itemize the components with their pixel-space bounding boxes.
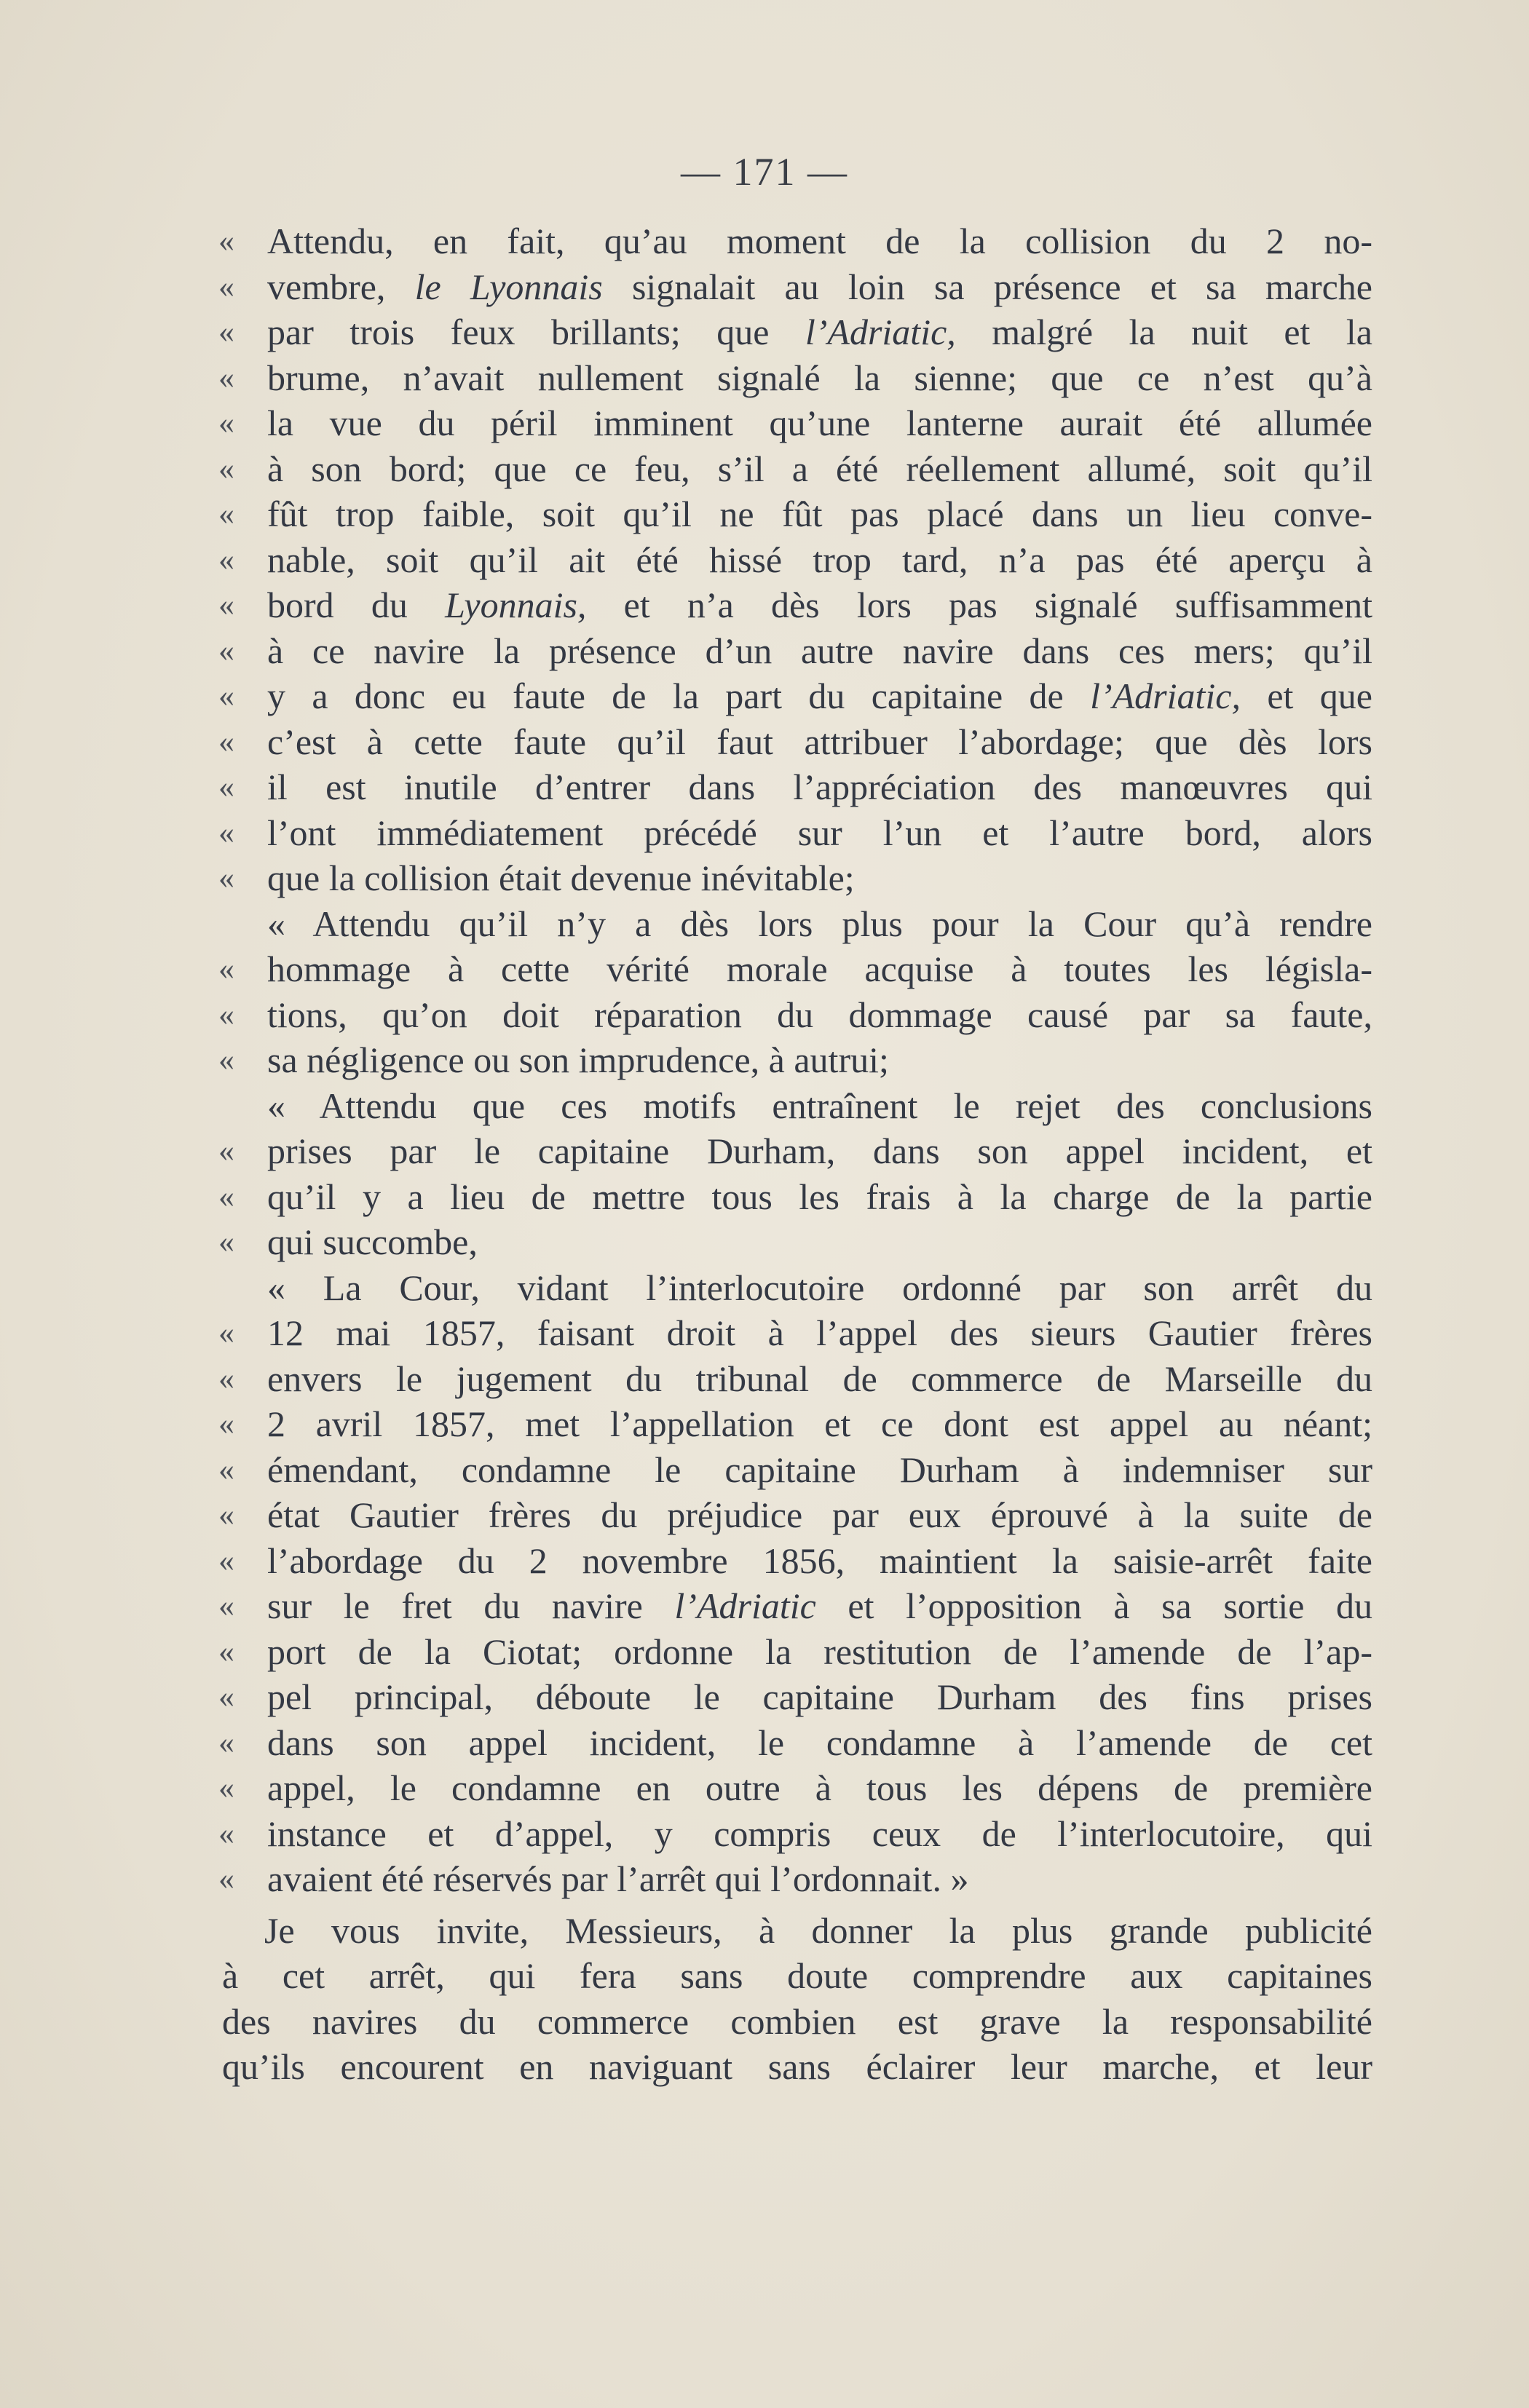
quote-mark: «	[218, 496, 234, 531]
italic-ship-name: l’Adriatic,	[805, 312, 956, 352]
line-text	[222, 1310, 1372, 1356]
line-text	[222, 1856, 1372, 1902]
text-line	[218, 1401, 1372, 1447]
quote-mark: «	[218, 1133, 234, 1168]
line-text	[222, 1492, 1372, 1538]
line-text-segment: fût trop faible, soit qu’il ne fût pas placé dans un lieu conve-	[267, 494, 1372, 534]
text-line	[218, 1310, 1372, 1356]
text-line	[218, 810, 1372, 856]
line-text-segment: que la collision était devenue inévitable;	[267, 858, 855, 898]
line-text-segment: émendant, condamne le capitaine Durham à indemniser sur	[267, 1449, 1372, 1490]
line-text	[222, 1720, 1372, 1766]
quote-mark: «	[218, 1542, 234, 1578]
text-line	[222, 2044, 1372, 2090]
text-line	[218, 491, 1372, 537]
text-line	[218, 628, 1372, 674]
line-text	[222, 1583, 1372, 1629]
text-line	[218, 582, 1372, 628]
line-text-segment: hommage à cette vérité morale acquise à toutes les législa-	[267, 948, 1372, 989]
quote-mark: «	[218, 723, 234, 759]
line-text	[222, 1037, 1372, 1083]
quote-mark: «	[218, 223, 234, 258]
line-text-segment: « La Cour, vidant l’interlocutoire ordonné par son arrêt du	[267, 1267, 1372, 1308]
line-text-segment: état Gautier frères du préjudice par eux éprouvé à la suite de	[267, 1494, 1372, 1535]
quote-mark: «	[218, 1178, 234, 1214]
text-line	[218, 537, 1372, 583]
line-text-segment: envers le jugement du tribunal de commerce de Marseille du	[267, 1358, 1372, 1399]
line-text	[222, 2044, 1372, 2090]
text-line	[218, 855, 1372, 901]
line-text-segment: malgré la nuit et la	[955, 312, 1372, 352]
quote-mark: «	[218, 1679, 234, 1714]
text-line	[218, 355, 1372, 401]
line-text	[222, 355, 1372, 401]
text-line	[222, 1265, 1372, 1311]
line-text-segment: bord du	[267, 585, 446, 625]
quote-mark: «	[218, 632, 234, 668]
text-line	[218, 1583, 1372, 1629]
quote-mark: «	[218, 541, 234, 577]
text-line	[218, 1765, 1372, 1811]
line-text-segment: brume, n’avait nullement signalé la sienne; que ce n’est qu’à	[267, 357, 1372, 398]
text-line	[218, 400, 1372, 446]
line-text-segment: l’abordage du 2 novembre 1856, maintient la saisie-arrêt faite	[267, 1540, 1372, 1581]
italic-ship-name: l’Adriatic,	[1090, 676, 1241, 716]
line-text	[222, 1401, 1372, 1447]
line-text	[222, 1953, 1372, 1999]
quote-mark: «	[218, 951, 234, 986]
line-text-segment: tions, qu’on doit réparation du dommage causé par sa faute,	[267, 994, 1372, 1035]
line-text	[222, 218, 1372, 264]
line-text	[222, 992, 1372, 1038]
text-line	[218, 1447, 1372, 1493]
quote-mark: «	[218, 678, 234, 713]
quote-mark: «	[218, 1042, 234, 1077]
quote-mark: «	[218, 1224, 234, 1259]
quote-mark: «	[218, 1861, 234, 1896]
text-line	[218, 218, 1372, 264]
text-line	[218, 446, 1372, 492]
line-text-segment: instance et d’appel, y compris ceux de l’interlocutoire, qui	[267, 1813, 1372, 1854]
quote-mark: «	[218, 1724, 234, 1760]
line-text	[222, 810, 1372, 856]
text-line	[218, 1811, 1372, 1857]
line-text-segment: par trois feux brillants; que	[267, 312, 805, 352]
line-text	[222, 1629, 1372, 1675]
line-text-segment: « Attendu qu’il n’y a dès lors plus pour la Cour qu’à rendre	[267, 903, 1372, 944]
line-text	[222, 1674, 1372, 1720]
italic-ship-name: l’Adriatic	[674, 1585, 816, 1626]
quote-mark: «	[218, 1633, 234, 1669]
line-text	[222, 1083, 1372, 1129]
text-line	[218, 673, 1372, 719]
line-text	[222, 901, 1372, 947]
line-text	[222, 400, 1372, 446]
quote-mark: «	[218, 1360, 234, 1396]
line-text	[222, 946, 1372, 992]
line-text-segment: à son bord; que ce feu, s’il a été réellement allumé, soit qu’il	[267, 448, 1372, 489]
line-text-segment: à cet arrêt, qui fera sans doute comprendre aux capitaines	[222, 1955, 1372, 1996]
text-line	[218, 719, 1372, 765]
line-text-segment: signalait au loin sa présence et sa marche	[602, 266, 1372, 307]
line-text	[222, 1765, 1372, 1811]
text-line	[218, 946, 1372, 992]
line-text-segment: appel, le condamne en outre à tous les dépens de première	[267, 1767, 1372, 1808]
text-line	[218, 1356, 1372, 1402]
line-text	[222, 1908, 1372, 1954]
line-text-segment: avaient été réservés par l’arrêt qui l’ordonnait. »	[267, 1858, 969, 1899]
text-line	[218, 1720, 1372, 1766]
text-line	[222, 901, 1372, 947]
line-text-segment: sur le fret du navire	[267, 1585, 675, 1626]
line-text-segment: qu’il y a lieu de mettre tous les frais à la charge de la partie	[267, 1176, 1372, 1217]
line-text	[222, 1356, 1372, 1402]
quote-mark: «	[218, 314, 234, 349]
quote-mark: «	[218, 996, 234, 1032]
line-text-segment: Je vous invite, Messieurs, à donner la plus grande publicité	[264, 1909, 1372, 1951]
quote-mark: «	[218, 1770, 234, 1805]
line-text	[222, 1811, 1372, 1857]
line-text-segment: et n’a dès lors pas signalé suffisamment	[586, 585, 1372, 625]
line-text	[222, 1265, 1372, 1311]
line-text	[222, 1538, 1372, 1584]
line-text-segment: 2 avril 1857, met l’appellation et ce dont est appel au néant;	[267, 1403, 1372, 1444]
line-text	[222, 537, 1372, 583]
line-text	[222, 764, 1372, 810]
line-text	[222, 1128, 1372, 1174]
quote-mark: «	[218, 1815, 234, 1851]
line-text	[222, 1999, 1372, 2045]
line-text-segment: et l’opposition à sa sortie du	[815, 1585, 1372, 1626]
text-line	[218, 764, 1372, 810]
text-line	[218, 1856, 1372, 1902]
quote-mark: «	[218, 769, 234, 804]
line-text-segment: 12 mai 1857, faisant droit à l’appel des sieurs Gautier frères	[267, 1312, 1372, 1353]
line-text-segment: qu’ils encourent en naviguant sans éclairer leur marche, et leur	[222, 2046, 1372, 2087]
line-text-segment: nable, soit qu’il ait été hissé trop tard, n’a pas été aperçu à	[267, 539, 1372, 580]
text-line	[222, 1953, 1372, 1999]
quote-mark: «	[218, 1406, 234, 1441]
line-text-segment: prises par le capitaine Durham, dans son appel incident, et	[267, 1130, 1372, 1171]
body-text	[218, 218, 1372, 2090]
line-text	[222, 309, 1372, 355]
line-text-segment: vembre,	[267, 266, 415, 307]
quote-mark: «	[218, 1497, 234, 1532]
line-text-segment: y a donc eu faute de la part du capitaine de	[267, 676, 1091, 716]
text-line	[218, 264, 1372, 310]
line-text-segment: l’ont immédiatement précédé sur l’un et l’autre bord, alors	[267, 812, 1372, 853]
quote-mark: «	[218, 1451, 234, 1487]
line-text	[222, 719, 1372, 765]
text-line	[218, 1674, 1372, 1720]
italic-ship-name: le Lyonnais	[414, 266, 603, 307]
quote-mark: «	[218, 359, 234, 395]
line-text-segment: « Attendu que ces motifs entraînent le rejet des conclusions	[267, 1085, 1372, 1126]
quote-mark: «	[218, 268, 234, 304]
quote-mark: «	[218, 1588, 234, 1623]
line-text-segment: la vue du péril imminent qu’une lanterne aurait été allumée	[267, 403, 1372, 443]
line-text-segment: qui succombe,	[267, 1221, 478, 1262]
text-line	[218, 309, 1372, 355]
line-text-segment: sa négligence ou son imprudence, à autrui;	[267, 1039, 889, 1080]
line-text	[222, 1174, 1372, 1220]
quote-mark: «	[218, 405, 234, 440]
line-text	[222, 491, 1372, 537]
text-line	[218, 1629, 1372, 1675]
line-text	[222, 1219, 1372, 1265]
text-line	[218, 1174, 1372, 1220]
text-line	[222, 1083, 1372, 1129]
italic-ship-name: Lyonnais,	[445, 585, 587, 625]
quote-mark: «	[218, 860, 234, 895]
text-line	[218, 1037, 1372, 1083]
line-text-segment: des navires du commerce combien est grave la responsabilité	[222, 2000, 1372, 2042]
quote-mark: «	[218, 1315, 234, 1350]
line-text	[222, 855, 1372, 901]
line-text-segment: il est inutile d’entrer dans l’appréciation des manœuvres qui	[267, 767, 1372, 807]
quote-mark: «	[218, 587, 234, 622]
line-text	[222, 1447, 1372, 1493]
quote-mark: «	[218, 814, 234, 850]
text-line	[222, 1999, 1372, 2045]
line-text	[222, 446, 1372, 492]
line-text-segment: c’est à cette faute qu’il faut attribuer l’abordage; que dès lors	[267, 721, 1372, 762]
line-text	[222, 673, 1372, 719]
line-text-segment: à ce navire la présence d’un autre navire dans ces mers; qu’il	[267, 630, 1372, 671]
line-text-segment: dans son appel incident, le condamne à l’amende de cet	[267, 1722, 1372, 1763]
line-text-segment: port de la Ciotat; ordonne la restitution de l’amende de l’ap-	[267, 1631, 1372, 1672]
text-line	[222, 1908, 1372, 1954]
line-text	[222, 582, 1372, 628]
text-line	[218, 1492, 1372, 1538]
text-line	[218, 992, 1372, 1038]
line-text	[222, 628, 1372, 674]
page-number: — 171 —	[681, 150, 848, 194]
text-line	[218, 1219, 1372, 1265]
line-text	[222, 264, 1372, 310]
line-text-segment: pel principal, déboute le capitaine Durham des fins prises	[267, 1676, 1372, 1717]
line-text-segment: Attendu, en fait, qu’au moment de la collision du 2 no-	[267, 221, 1372, 261]
text-line	[218, 1128, 1372, 1174]
quote-mark: «	[218, 450, 234, 486]
line-text-segment: et que	[1241, 676, 1372, 716]
text-line	[218, 1538, 1372, 1584]
